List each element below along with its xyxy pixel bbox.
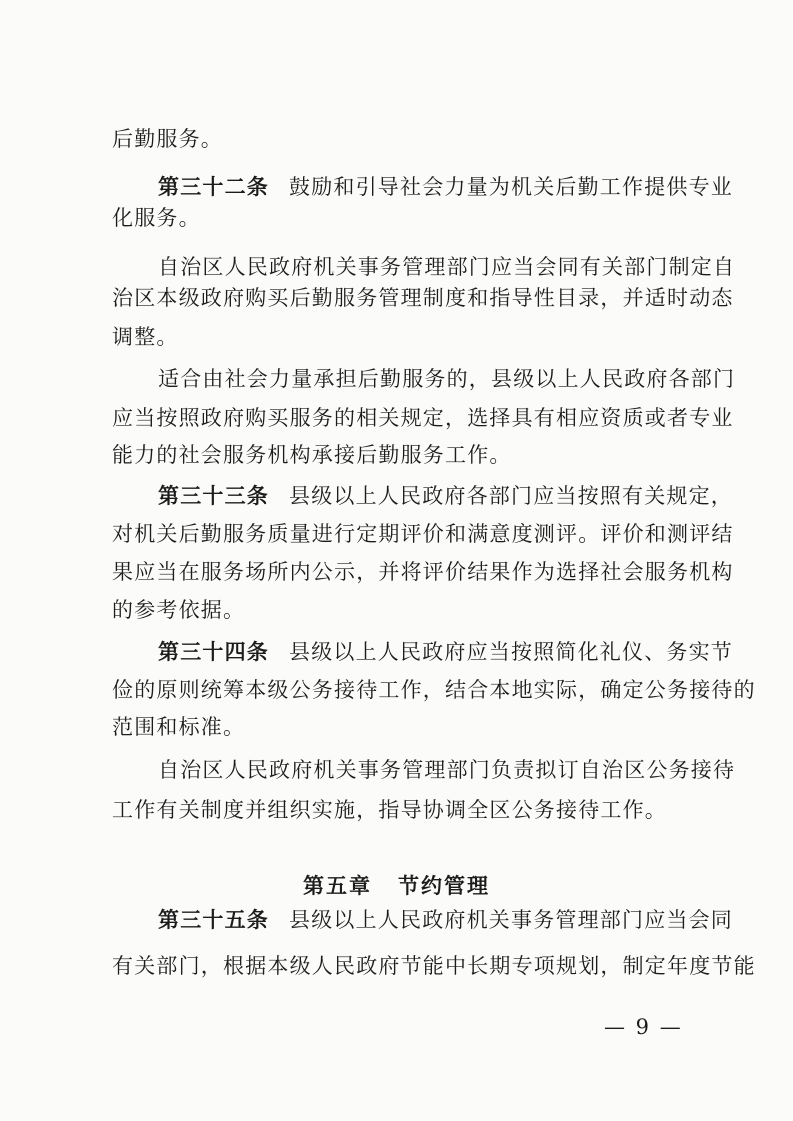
text-line: 应当按照政府购买服务的相关规定，选择具有相应资质或者专业 xyxy=(112,406,734,430)
page-number: — 9 — xyxy=(604,1015,683,1039)
chapter-number: 第五章 xyxy=(303,873,372,898)
article-label: 第三十三条 xyxy=(158,483,269,508)
text-line: 化服务。 xyxy=(112,206,201,230)
text-line: 有关部门，根据本级人民政府节能中长期专项规划，制定年度节能 xyxy=(112,954,756,978)
article-text: 县级以上人民政府机关事务管理部门应当会同 xyxy=(289,908,733,932)
text-line: 范围和标准。 xyxy=(112,715,246,739)
text-line: 果应当在服务场所内公示，并将评价结果作为选择社会服务机构 xyxy=(112,560,734,584)
chapter-title: 节约管理 xyxy=(398,873,490,898)
text-line: 调整。 xyxy=(112,325,179,349)
article-label: 第三十五条 xyxy=(158,907,269,932)
text-line: 俭的原则统筹本级公务接待工作，结合本地实际，确定公务接待的 xyxy=(112,678,756,702)
text-line: 能力的社会服务机构承接后勤服务工作。 xyxy=(112,443,512,467)
text-line: 适合由社会力量承担后勤服务的，县级以上人民政府各部门 xyxy=(158,367,736,391)
article-35-line xyxy=(158,905,733,935)
text-line: 后勤服务。 xyxy=(112,127,223,151)
article-32-line xyxy=(158,172,733,202)
article-label: 第三十二条 xyxy=(158,174,269,199)
text-line: 工作有关制度并组织实施，指导协调全区公务接待工作。 xyxy=(112,798,667,822)
article-text: 县级以上人民政府各部门应当按照有关规定， xyxy=(289,484,733,508)
text-line: 的参考依据。 xyxy=(112,598,246,622)
text-line: 治区本级政府购买后勤服务管理制度和指导性目录，并适时动态 xyxy=(112,286,734,310)
text-line: 自治区人民政府机关事务管理部门应当会同有关部门制定自 xyxy=(158,255,736,279)
article-label: 第三十四条 xyxy=(158,639,269,664)
text-line: 自治区人民政府机关事务管理部门负责拟订自治区公务接待 xyxy=(158,758,736,782)
article-34-line xyxy=(158,637,733,667)
article-text: 县级以上人民政府应当按照简化礼仪、务实节 xyxy=(289,640,733,664)
chapter-heading xyxy=(0,871,793,901)
article-33-line xyxy=(158,481,733,511)
article-text: 鼓励和引导社会力量为机关后勤工作提供专业 xyxy=(289,175,733,199)
text-line: 对机关后勤服务质量进行定期评价和满意度测评。评价和测评结 xyxy=(112,522,734,546)
